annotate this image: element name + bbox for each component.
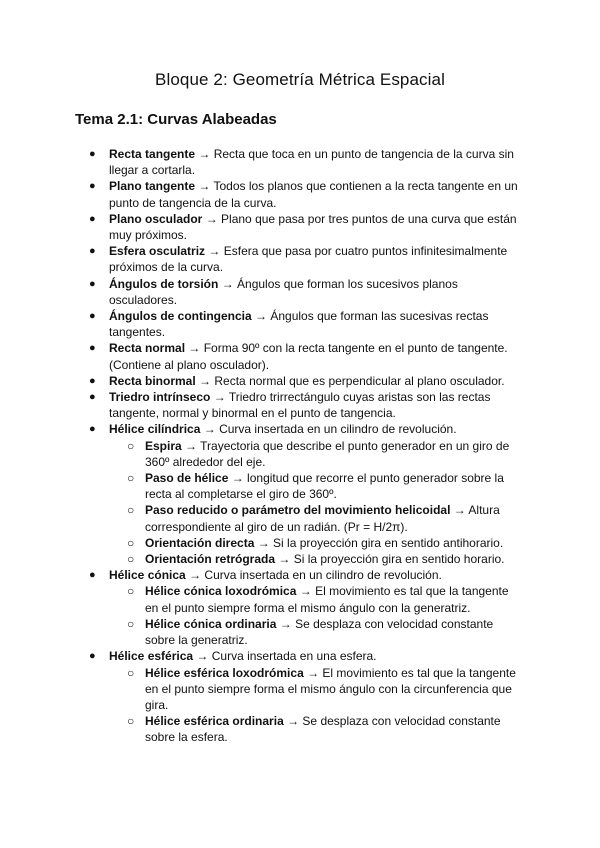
- bullet-icon: ●: [89, 650, 96, 663]
- definition: → Recta normal que es perpendicular al plano osculador.: [199, 373, 505, 388]
- term: Hélice esférica: [109, 649, 194, 664]
- term: Orientación retrógrada: [145, 552, 276, 567]
- hollow-bullet-icon: ○: [127, 438, 135, 453]
- sub-list-item: [0, 535, 600, 551]
- term: Espira: [145, 438, 182, 453]
- bullet-icon: ●: [89, 277, 96, 290]
- definition: → Curva insertada en un cilindro de revolución.: [189, 568, 442, 583]
- list-item: [0, 567, 600, 583]
- definition: → Esfera que pasa por cuatro puntos infinitesimalmente próximos de la curva.: [109, 244, 508, 275]
- term: Triedro intrínseco: [109, 390, 211, 405]
- hollow-bullet-icon: ○: [127, 503, 135, 518]
- sub-list-item: [0, 713, 600, 745]
- definition-list: [0, 146, 600, 746]
- list-item: [0, 648, 600, 664]
- bullet-icon: ●: [89, 310, 96, 323]
- hollow-bullet-icon: ○: [127, 714, 135, 729]
- hollow-bullet-icon: ○: [127, 665, 135, 680]
- term: Recta normal: [109, 341, 186, 356]
- definition: → Se desplaza con velocidad constante sobre la generatriz.: [145, 616, 494, 648]
- term: Plano osculador: [109, 211, 203, 226]
- definition: → El movimiento es tal que la tangente en el punto siempre forma el mismo ángulo con la circunferencia que gira.: [145, 665, 516, 712]
- hollow-bullet-icon: ○: [127, 552, 135, 567]
- hollow-bullet-icon: ○: [127, 535, 135, 550]
- term: Orientación directa: [145, 535, 255, 550]
- list-item: [0, 146, 600, 178]
- bullet-icon: ●: [89, 391, 96, 404]
- definition: → Todos los planos que contienen a la recta tangente en un punto de tangencia de la curva.: [109, 179, 518, 210]
- bullet-icon: ●: [89, 374, 96, 387]
- list-item: [0, 373, 600, 389]
- term: Ángulos de torsión: [109, 276, 219, 291]
- bullet-icon: ●: [89, 423, 96, 436]
- definition: → Forma 90º con la recta tangente en el punto de tangente. (Contiene al plano osculador).: [109, 341, 508, 372]
- sub-list-item: [0, 438, 600, 470]
- term: Paso de hélice: [145, 471, 229, 486]
- list-item: [0, 421, 600, 437]
- definition: → Triedro trirrectángulo cuyas aristas son las rectas tangente, normal y binormal en el punto de tangencia.: [109, 390, 491, 421]
- term: Ángulos de contingencia: [109, 309, 252, 324]
- list-item: [0, 340, 600, 372]
- term: Hélice cónica: [109, 568, 186, 583]
- list-item: [0, 389, 600, 421]
- term: Plano tangente: [109, 179, 196, 194]
- definition: → Se desplaza con velocidad constante sobre la esfera.: [145, 714, 501, 745]
- hollow-bullet-icon: ○: [127, 616, 135, 631]
- document-title: Bloque 2: Geometría Métrica Espacial: [155, 70, 445, 89]
- sub-list-item: [0, 470, 600, 502]
- list-item: [0, 308, 600, 340]
- term: Hélice cónica ordinaria: [145, 616, 277, 631]
- definition: → Curva insertada en un cilindro de revolución.: [203, 422, 457, 437]
- bullet-icon: ●: [89, 342, 96, 355]
- bullet-icon: ●: [89, 180, 96, 193]
- term: Esfera osculatriz: [109, 244, 206, 259]
- sub-list-item: [0, 665, 600, 714]
- sub-list-item: [0, 583, 600, 615]
- definition: → Recta que toca en un punto de tangencia de la curva sin llegar a cortarla.: [109, 147, 514, 178]
- term: Recta binormal: [109, 373, 196, 388]
- list-item: [0, 178, 600, 210]
- list-item: [0, 243, 600, 275]
- definition: → Altura correspondiente al giro de un radián. (Pr = H/2π).: [145, 503, 500, 534]
- bullet-icon: ●: [89, 212, 96, 225]
- definition: → Trayectoria que describe el punto generador en un giro de 360º alrededor del eje.: [145, 438, 510, 469]
- bullet-icon: ●: [89, 245, 96, 258]
- definition: → Curva insertada en una esfera.: [196, 649, 377, 664]
- term: Paso reducido o parámetro del movimiento helicoidal: [145, 503, 451, 518]
- sub-list-item: [0, 502, 600, 534]
- list-item: [0, 276, 600, 308]
- definition: → El movimiento es tal que la tangente en el punto siempre forma el mismo ángulo con la generatriz.: [145, 584, 509, 615]
- definition: → longitud que recorre el punto generador sobre la recta al completarse el giro de 360º.: [145, 471, 504, 502]
- term: Hélice esférica loxodrómica: [145, 665, 304, 680]
- term: Hélice cónica loxodrómica: [145, 584, 297, 599]
- bullet-icon: ●: [89, 569, 96, 582]
- definition: → Si la proyección gira en sentido antihorario.: [257, 535, 504, 550]
- sub-list-item: [0, 551, 600, 567]
- hollow-bullet-icon: ○: [127, 584, 135, 599]
- list-item: [0, 211, 600, 243]
- term: Recta tangente: [109, 147, 196, 161]
- definition: → Si la proyección gira en sentido horario.: [278, 552, 505, 567]
- term: Hélice esférica ordinaria: [145, 714, 284, 729]
- term: Hélice cilíndrica: [109, 422, 201, 437]
- sub-list-item: [0, 616, 600, 648]
- definition: → Ángulos que forman las sucesivas rectas tangentes.: [109, 309, 489, 340]
- bullet-icon: ●: [89, 148, 96, 160]
- definition: → Plano que pasa por tres puntos de una curva que están muy próximos.: [109, 211, 517, 243]
- hollow-bullet-icon: ○: [127, 471, 135, 486]
- section-heading: Tema 2.1: Curvas Alabeadas: [75, 111, 277, 128]
- definition: → Ángulos que forman los sucesivos planos osculadores.: [109, 276, 458, 307]
